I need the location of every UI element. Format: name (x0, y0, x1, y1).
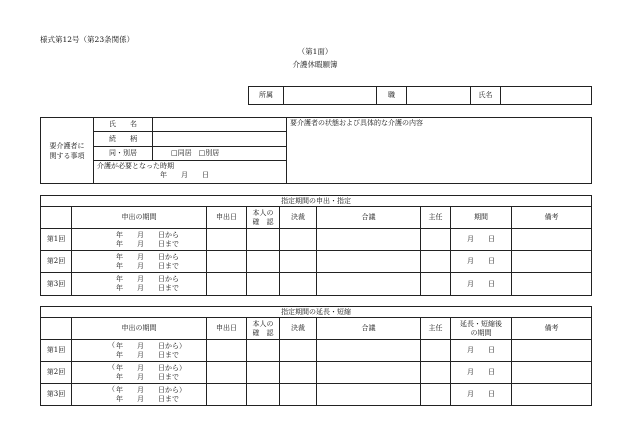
request-period-cell[interactable] (72, 251, 207, 273)
request-period-cell[interactable] (72, 384, 207, 406)
table-row (41, 229, 592, 251)
col-adjusted-period-line1: 延長・短縮後 (460, 319, 502, 328)
care-receiver-table (40, 117, 592, 184)
approval-cell[interactable] (280, 362, 317, 384)
need-since-cell[interactable] (94, 161, 287, 184)
table-row (41, 251, 592, 273)
chief-cell[interactable] (421, 384, 451, 406)
consultation-cell[interactable] (317, 273, 421, 296)
request-date-cell[interactable] (207, 384, 247, 406)
request-date-cell[interactable] (207, 340, 247, 362)
row-label: 第2回 (41, 251, 72, 273)
request-period-cell[interactable] (72, 340, 207, 362)
period-cell[interactable]: 月 日 (451, 340, 512, 362)
chief-cell[interactable] (421, 362, 451, 384)
table-row (41, 340, 592, 362)
col-adjusted-period (451, 318, 512, 340)
col-self-confirm (247, 318, 280, 340)
period-cell[interactable]: 月 日 (451, 362, 512, 384)
chief-cell[interactable] (421, 251, 451, 273)
col-self-confirm-line2: 確 認 (252, 217, 274, 226)
col-self-confirm-line2: 確 認 (252, 328, 274, 337)
request-date-cell[interactable] (207, 273, 247, 296)
affiliation-label: 所属 (249, 87, 284, 105)
relation-label: 続 柄 (94, 132, 153, 147)
side-label-line2: 関する事項 (49, 151, 85, 160)
open-paren: （ (108, 341, 115, 349)
col-approval: 決裁 (280, 318, 317, 340)
col-request-period: 申出の期間 (72, 207, 207, 229)
period-to: 年 月 日まで (116, 239, 179, 248)
consultation-cell[interactable] (317, 251, 421, 273)
approval-cell[interactable] (280, 229, 317, 251)
period-cell[interactable]: 月 日 (451, 251, 512, 273)
cohabit-label: 同・別居 (94, 147, 153, 161)
col-self-confirm-line1: 本人の (252, 208, 274, 217)
approval-cell[interactable] (280, 273, 317, 296)
consultation-cell[interactable] (317, 384, 421, 406)
section1-corner (41, 207, 72, 229)
self-confirm-cell[interactable] (247, 229, 280, 251)
header-fields-table (248, 86, 592, 105)
chief-cell[interactable] (421, 229, 451, 251)
open-paren: （ (108, 363, 115, 371)
request-date-cell[interactable] (207, 229, 247, 251)
period-to: 年 月 日まで (116, 350, 179, 359)
period-cell[interactable]: 月 日 (451, 384, 512, 406)
row-label: 第3回 (41, 273, 72, 296)
condition-label: 要介護者の状態および具体的な介護の内容 (290, 119, 423, 127)
col-chief: 主任 (421, 207, 451, 229)
table-row (41, 273, 592, 296)
relation-field[interactable] (153, 132, 287, 147)
request-period-cell[interactable] (72, 273, 207, 296)
extension-table (40, 306, 592, 406)
condition-field[interactable] (287, 118, 592, 184)
section2-title: 指定期間の延長・短縮 (41, 307, 592, 318)
self-confirm-cell[interactable] (247, 273, 280, 296)
row-label: 第1回 (41, 229, 72, 251)
col-request-date: 申出日 (207, 207, 247, 229)
period-from: 年 月 日から） (116, 385, 186, 394)
period-cell[interactable]: 月 日 (451, 229, 512, 251)
section2-corner (41, 318, 72, 340)
self-confirm-cell[interactable] (247, 251, 280, 273)
col-remarks: 備考 (512, 207, 592, 229)
form-number: 様式第12号（第23条関係） (40, 35, 135, 44)
table-row (41, 384, 592, 406)
care-section-side-label (41, 118, 94, 184)
designation-table (40, 195, 592, 296)
period-to: 年 月 日まで (116, 261, 179, 270)
need-since-date: 年 月 日 (160, 171, 209, 179)
need-since-label: 介護が必要となった時期 (97, 162, 174, 170)
side-label-line1: 要介護者に (49, 141, 85, 150)
remarks-cell[interactable] (512, 229, 592, 251)
section1-title: 指定期間の申出・指定 (41, 196, 592, 207)
approval-cell[interactable] (280, 251, 317, 273)
request-period-cell[interactable] (72, 229, 207, 251)
name-label: 氏名 (471, 87, 501, 105)
consultation-cell[interactable] (317, 229, 421, 251)
care-name-label: 氏 名 (94, 118, 153, 132)
row-label: 第3回 (41, 384, 72, 406)
col-consultation: 合議 (317, 318, 421, 340)
col-self-confirm-line1: 本人の (252, 319, 274, 328)
period-from: 年 月 日から (116, 275, 179, 283)
remarks-cell[interactable] (512, 273, 592, 296)
row-label: 第2回 (41, 362, 72, 384)
remarks-cell[interactable] (512, 362, 592, 384)
open-paren: （ (108, 385, 115, 393)
row-label: 第1回 (41, 340, 72, 362)
chief-cell[interactable] (421, 273, 451, 296)
name-field[interactable] (501, 87, 592, 105)
remarks-cell[interactable] (512, 340, 592, 362)
col-request-period: 申出の期間 (72, 318, 207, 340)
col-period: 期間 (451, 207, 512, 229)
col-adjusted-period-line2: の期間 (470, 328, 492, 337)
care-name-field[interactable] (153, 118, 287, 132)
col-approval: 決裁 (280, 207, 317, 229)
position-field[interactable] (407, 87, 471, 105)
affiliation-field[interactable] (284, 87, 377, 105)
chief-cell[interactable] (421, 340, 451, 362)
col-request-date: 申出日 (207, 318, 247, 340)
position-label: 職 (377, 87, 407, 105)
col-self-confirm (247, 207, 280, 229)
request-period-cell[interactable] (72, 362, 207, 384)
period-to: 年 月 日まで (116, 284, 179, 292)
page-title: 介護休暇願簿 (292, 60, 338, 69)
table-row (41, 362, 592, 384)
consultation-cell[interactable] (317, 362, 421, 384)
period-from: 年 月 日から (116, 230, 179, 239)
period-from: 年 月 日から） (116, 363, 186, 372)
self-confirm-cell[interactable] (247, 340, 280, 362)
period-to: 年 月 日まで (116, 372, 179, 381)
period-from: 年 月 日から (116, 252, 179, 261)
col-remarks: 備考 (512, 318, 592, 340)
col-chief: 主任 (421, 318, 451, 340)
consultation-cell[interactable] (317, 340, 421, 362)
page-label: （第1面） (297, 47, 333, 56)
period-to: 年 月 日まで (116, 394, 179, 403)
col-consultation: 合議 (317, 207, 421, 229)
approval-cell[interactable] (280, 384, 317, 406)
remarks-cell[interactable] (512, 384, 592, 406)
period-cell[interactable]: 月 日 (451, 273, 512, 296)
request-date-cell[interactable] (207, 362, 247, 384)
remarks-cell[interactable] (512, 251, 592, 273)
cohabit-options[interactable]: □同居 □別居 (153, 147, 287, 161)
self-confirm-cell[interactable] (247, 362, 280, 384)
self-confirm-cell[interactable] (247, 384, 280, 406)
approval-cell[interactable] (280, 340, 317, 362)
request-date-cell[interactable] (207, 251, 247, 273)
period-from: 年 月 日から） (116, 341, 186, 350)
